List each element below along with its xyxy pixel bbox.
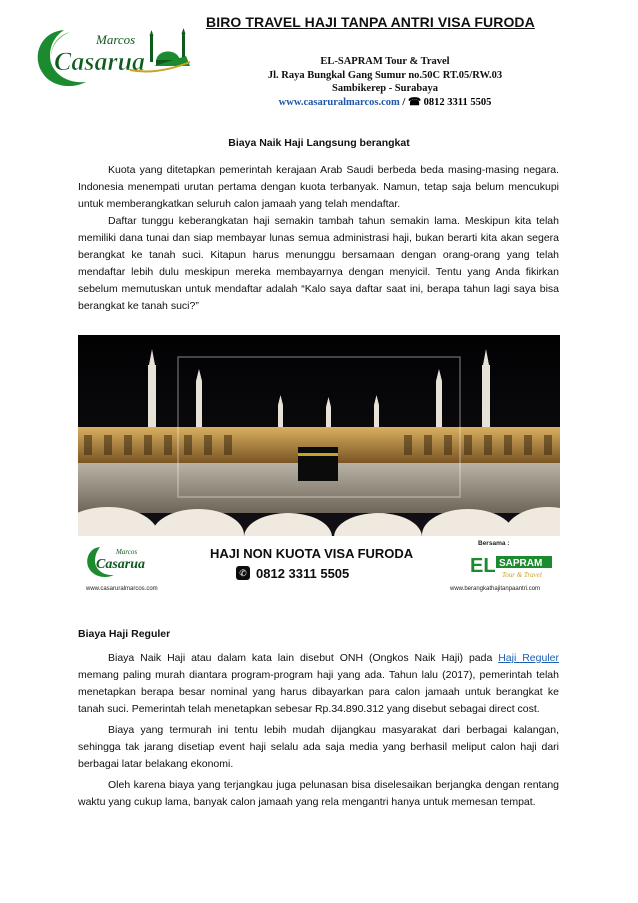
logo-name: Casarua	[54, 47, 146, 76]
reguler-paragraph-3: Oleh karena biaya yang terjangkau juga pelunasan bisa diselesaikan berjangka dengan rentang waktu yang cukup lama, banyak calon jamaah yang rela mengantri hanya untuk memesan tempat.	[78, 779, 559, 808]
p1-text-before: Biaya Naik Haji atau dalam kata lain disebut ONH (Ongkos Naik Haji) pada	[108, 652, 499, 664]
phone-icon: ✆	[236, 566, 250, 580]
website-link[interactable]: www.casaruralmarcos.com	[278, 96, 400, 108]
p1-text-after: memang paling murah diantara program-program haji yang ada. Tahun lalu (2017), pemerintah telah menetapkan berapa besar nominal yang harus dibayarkan para calon jamaah untuk berangkat ke tanah suci. Pemerintah telah menetapkan sebesar Rp.34.890.312 yang disebut sebagai direct cost.	[78, 669, 559, 715]
logo-script: Marcos	[96, 32, 136, 47]
elsapram-name: SAPRAM	[499, 558, 543, 569]
elsapram-logo	[468, 550, 554, 580]
intro-section	[78, 162, 559, 315]
intro-paragraph-1: Kuota yang ditetapkan pemerintah kerajaan Arab Saudi berbeda beda masing-masing negara. Indonesia menempati urutan pertama dengan kuota terbanyak. Namun, tetap saja belum mencukupi untuk memberangkatkan seluruh calon jamaah yang telah mendaftar.	[78, 164, 559, 210]
haji-reguler-link[interactable]: Haji Reguler	[498, 652, 559, 664]
banner-footer	[78, 536, 560, 596]
banner-logo-name: Casarua	[96, 557, 146, 572]
reguler-paragraph-2-block	[78, 722, 559, 773]
elsapram-tag: Tour & Travel	[502, 571, 542, 579]
banner-bersama-label: Bersama :	[478, 540, 510, 547]
reguler-paragraph-3-block	[78, 777, 559, 811]
banner-headline: HAJI NON KUOTA VISA FURODA	[210, 546, 414, 561]
reguler-section	[78, 650, 559, 718]
section-heading: Biaya Haji Reguler	[78, 628, 171, 640]
letterhead-block	[215, 55, 555, 109]
banner-image	[78, 335, 560, 596]
banner-phone: 0812 3311 5505	[256, 566, 350, 581]
address-line: Jl. Raya Bungkal Gang Sumur no.50C RT.05/RW.03	[267, 69, 503, 81]
banner-left-url: www.casaruralmarcos.com	[86, 586, 158, 592]
banner-right-url: www.berangkathajitanpaantri.com	[450, 586, 541, 592]
city-line: Sambikerep - Surabaya	[332, 83, 438, 94]
intro-paragraph-2: Daftar tunggu keberangkatan haji semakin tambah tahun semakin lama. Meskipun kita telah memiliki dana tunai dan siap membayar lunas semua administrasi haji, bukan berarti kita akan segera berangkat ke tanah suci. Kitapun harus menunggu bersamaan dengan orang-orang yang telah mendaftar lebih dulu meskipun mereka membayarnya dengan menyicil. Tentu yang Anda fikirkan sebelum memutuskan untuk mendaftar adalah “Kalo saya daftar saat ini, berapa tahun lagi saya bisa berangkat ke tanah suci?”	[78, 215, 559, 312]
banner-logo-script: Marcos	[116, 548, 138, 556]
phone-number: 0812 3311 5505	[423, 96, 492, 108]
casarua-logo	[30, 26, 200, 90]
banner-logo	[84, 544, 164, 580]
phone-icon: ☎	[407, 96, 422, 108]
company-name: EL-SAPRAM Tour & Travel	[320, 56, 450, 67]
contact-separator: /	[399, 96, 408, 108]
reguler-paragraph-1	[78, 650, 559, 718]
brand-title: BIRO TRAVEL HAJI TANPA ANTRI VISA FURODA	[206, 14, 535, 30]
document-title: Biaya Naik Haji Langsung berangkat	[228, 137, 410, 149]
contact-line	[215, 96, 555, 110]
reguler-paragraph-2: Biaya yang termurah ini tentu lebih mudah dijangkau masyarakat dari berbagai kalangan, sehingga tak jarang disetiap event haji selalu ada saja media yang berhasil meliput calon haji dari berbagai latar belakang ekonomi.	[78, 724, 559, 770]
mosque-icon	[150, 28, 191, 66]
elsapram-el: EL	[470, 555, 496, 577]
